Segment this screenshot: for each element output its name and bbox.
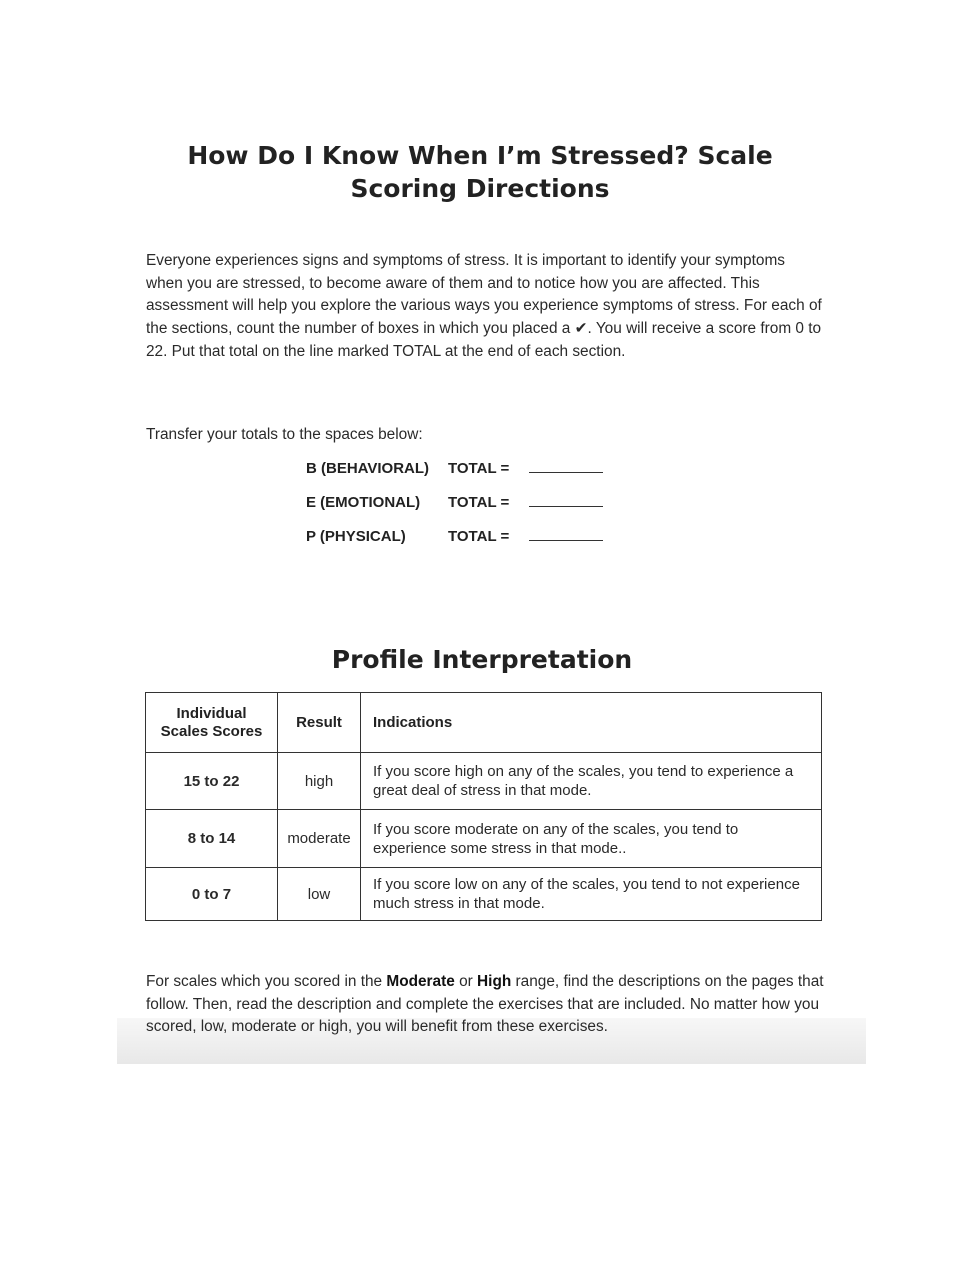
profile-heading: Profile Interpretation xyxy=(331,645,633,674)
scale-label: P (PHYSICAL) xyxy=(306,528,406,545)
transfer-instructions: Transfer your totals to the spaces below: xyxy=(146,426,423,443)
title-line-1: How Do I Know When I’m Stressed? Scale xyxy=(187,141,773,170)
table-row xyxy=(146,810,822,868)
table-header-row xyxy=(146,693,822,753)
total-label: TOTAL = xyxy=(448,460,510,477)
profile-table xyxy=(145,692,822,921)
checkmark-icon: ✔ xyxy=(574,320,588,338)
totals-block xyxy=(306,458,603,560)
result-cell: high xyxy=(278,753,361,810)
outro-bold-high: High xyxy=(477,973,512,990)
score-cell: 8 to 14 xyxy=(146,810,278,868)
outro-text: or xyxy=(454,973,478,990)
intro-paragraph xyxy=(146,250,826,364)
header-indications: Indications xyxy=(361,693,822,753)
total-blank-line xyxy=(529,458,603,473)
header-scores-line2: Scales Scores xyxy=(160,722,263,740)
indication-cell: If you score moderate on any of the scales, you tend to experience some stress in that mode.. xyxy=(361,810,822,868)
total-blank-line xyxy=(529,492,603,507)
total-row-emotional xyxy=(306,492,603,526)
result-cell: moderate xyxy=(278,810,361,868)
closing-paragraph xyxy=(146,971,836,1039)
intro-text-end: . You will receive a score from 0 to 22. Put that total on the line marked TOTAL at the end of each section. xyxy=(146,320,822,360)
total-row-behavioral xyxy=(306,458,603,492)
intro-text: Everyone experiences signs and symptoms of stress. It is important to identify your symptoms when you are stressed, to become aware of them and to notice how you are affected. This assessment will help you explore the various ways you experience symptoms of stress. For each of the sections, count the number of boxes in which you placed a xyxy=(146,252,822,338)
table-row xyxy=(146,753,822,810)
total-row-physical xyxy=(306,526,603,560)
table-row xyxy=(146,868,822,921)
title-line-2: Scoring Directions xyxy=(350,174,610,203)
header-result: Result xyxy=(278,693,361,753)
scale-label: B (BEHAVIORAL) xyxy=(306,460,430,477)
scale-label: E (EMOTIONAL) xyxy=(306,494,421,511)
outro-bold-moderate: Moderate xyxy=(386,973,455,990)
total-label: TOTAL = xyxy=(448,494,510,511)
outro-text: range, find the descriptions on the pages that follow. Then, read the description and complete the exercises that are included. No matter how you scored, low, moderate or high, you will benefit from these exercises. xyxy=(146,973,824,1035)
header-scores-line1: Individual xyxy=(176,704,247,722)
indication-cell: If you score low on any of the scales, you tend to not experience much stress in that mode. xyxy=(361,868,822,921)
score-cell: 0 to 7 xyxy=(146,868,278,921)
score-cell: 15 to 22 xyxy=(146,753,278,810)
header-scores xyxy=(146,693,278,753)
result-cell: low xyxy=(278,868,361,921)
indication-cell: If you score high on any of the scales, you tend to experience a great deal of stress in that mode. xyxy=(361,753,822,810)
total-label: TOTAL = xyxy=(448,528,510,545)
page-title xyxy=(120,139,840,205)
outro-text: For scales which you scored in the xyxy=(146,973,387,990)
total-blank-line xyxy=(529,526,603,541)
